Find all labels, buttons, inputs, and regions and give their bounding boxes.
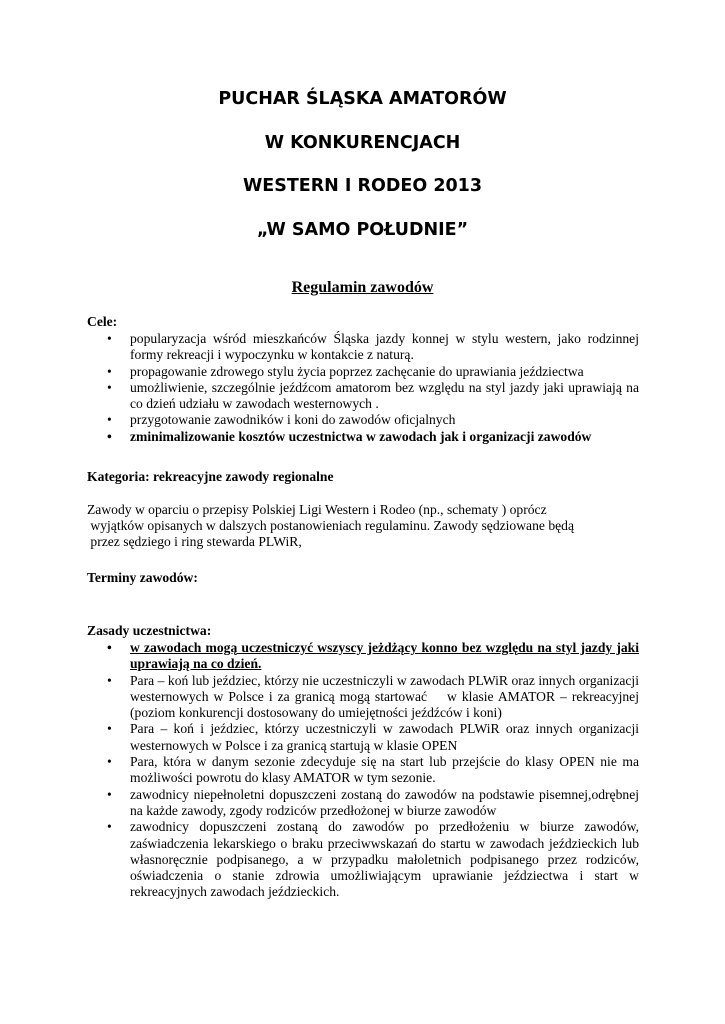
rule-item: • Para, która w danym sezonie zdecyduje się na start lub przejście do klasy OPEN nie ma możliwości powrotu do klasy AMATOR w tym sezonie. <box>87 754 639 787</box>
rule-item: • zawodnicy niepełnoletni dopuszczeni zostaną do zawodów na podstawie pisemnej,odrębnej na każde zawody, zgody rodziców przedłożonej w biurze zawodów <box>87 787 639 820</box>
goals-list <box>87 331 639 445</box>
category-label: Kategoria: rekreacyjne zawody regionalne <box>87 469 334 484</box>
category-text-line: Zawody w oparciu o przepisy Polskiej Ligi Western i Rodeo (np., schematy ) oprócz <box>87 502 547 517</box>
title-line-4: „W SAMO POŁUDNIE” <box>256 220 469 240</box>
rule-item: • Para – koń lub jeździec, którzy nie uczestniczyli w zawodach PLWiR oraz innych organizacji westernowych w Polsce i za granicą mogą startować w klasie AMATOR – rekreacyjnej (poziom konkurencji dostosowany do umiejętności jeźdźców i koni) <box>87 673 639 722</box>
title-line-2: W KONKURENCJACH <box>264 133 461 153</box>
goal-item: • umożliwienie, szczególnie jeźdźcom amatorom bez względu na styl jazdy jaki uprawiają na co dzień udziału w zawodach westernowych . <box>87 380 639 413</box>
goals-label: Cele: <box>87 314 118 329</box>
category-text-line: wyjątków opisanych w dalszych postanowieniach regulaminu. Zawody sędziowane będą <box>87 518 574 533</box>
rules-list <box>87 640 643 901</box>
rule-item: • Para – koń i jeździec, którzy uczestniczyli w zawodach PLWiR oraz innych organizacji westernowych w Polsce i za granicą startują w klasie OPEN <box>87 721 639 754</box>
rules-label: Zasady uczestnictwa: <box>87 623 212 638</box>
goal-item: • przygotowanie zawodników i koni do zawodów oficjalnych <box>87 412 639 428</box>
category-text-line: przez sędziego i ring stewarda PLWiR, <box>87 534 302 549</box>
rule-item: • zawodnicy dopuszczeni zostaną do zawodów po przedłożeniu w biurze zawodów, zaświadczenia lekarskiego o braku przeciwwskazań do startu w zawodach jeździeckich lub własnoręcznie podpisanego, a w przypadku małoletnich podpisanego przez rodziców, oświadczenia o stanie zdrowia umożliwiającym uprawianie jeździectwa i start w rekreacyjnych zawodach jeździeckich. <box>87 819 639 900</box>
title-line-3: WESTERN I RODEO 2013 <box>242 176 483 196</box>
goal-item: • zminimalizowanie kosztów uczestnictwa w zawodach jak i organizacji zawodów <box>87 429 639 445</box>
rule-item: • w zawodach mogą uczestniczyć wszyscy jeżdżący konno bez względu na styl jazdy jaki uprawiają na co dzień. <box>87 640 639 673</box>
title-line-1: PUCHAR ŚLĄSKA AMATORÓW <box>218 89 507 109</box>
goal-item: • popularyzacja wśród mieszkańców Śląska jazdy konnej w stylu western, jako rodzinnej formy rekreacji i wypoczynku w kontakcie z naturą. <box>87 331 639 364</box>
regulations-subtitle: Regulamin zawodów <box>291 279 434 296</box>
terms-label: Terminy zawodów: <box>87 570 198 585</box>
goal-item: • propagowanie zdrowego stylu życia poprzez zachęcanie do uprawiania jeździectwa <box>87 364 639 380</box>
